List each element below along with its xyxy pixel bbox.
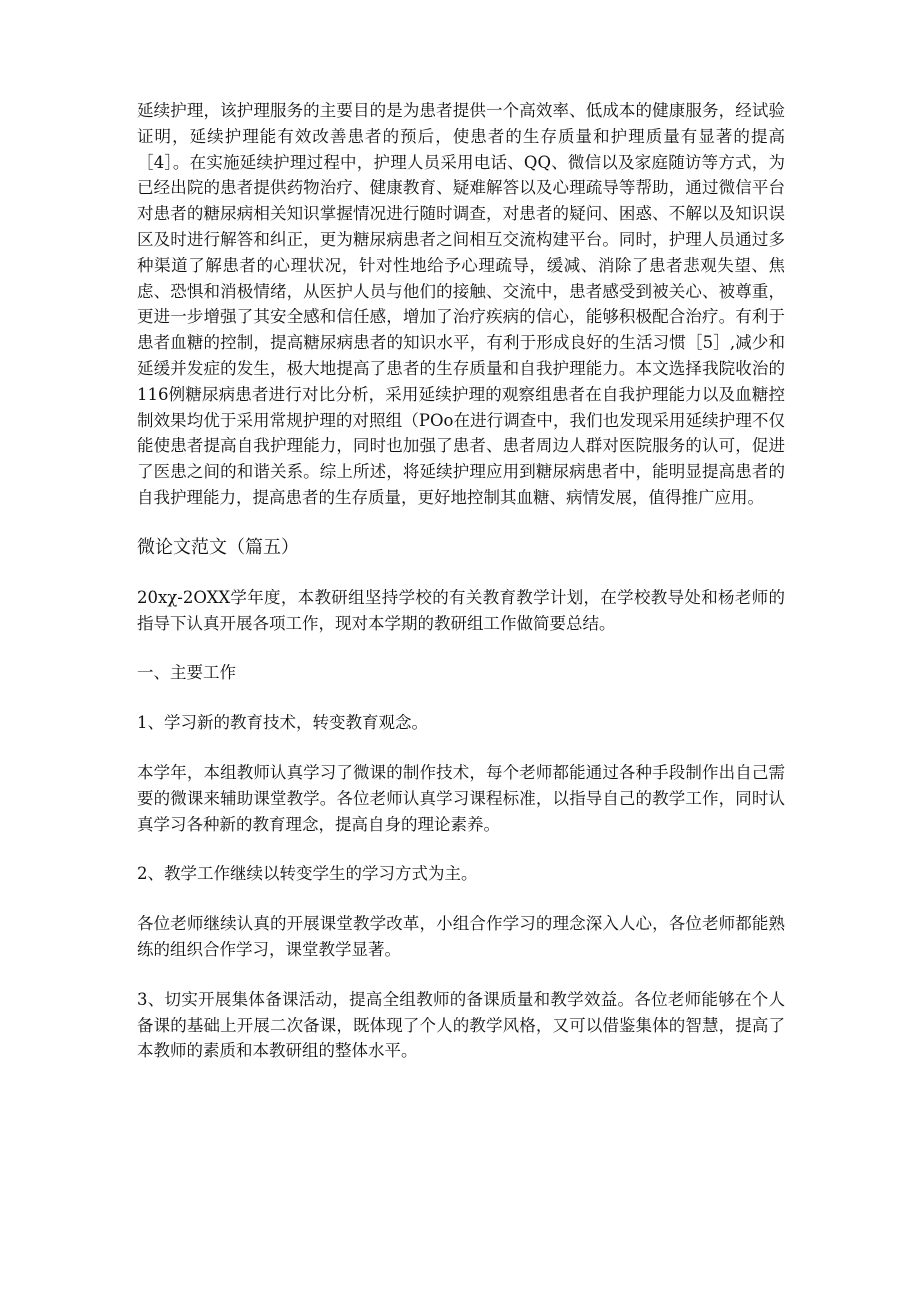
item3-paragraph: 3、切实开展集体备课活动，提高全组教师的备课质量和教学效益。各位老师能够在个人备课的基础上开展二次备课，既体现了个人的教学风格，又可以借鉴集体的智慧，提高了本教师的素质和本教研组的整体水平。 — [137, 989, 785, 1061]
section-title: 微论文范文（篇五） — [137, 536, 299, 558]
document-page — [137, 98, 785, 1064]
intro-paragraph: 延续护理，该护理服务的主要目的是为患者提供一个高效率、低成本的健康服务，经试验证明，延续护理能有效改善患者的预后，使患者的生存质量和护理质量有显著的提高［4］。在实施延续护理过程中，护理人员采用电话、QQ、微信以及家庭随访等方式，为已经出院的患者提供药物治疗、健康教育、疑难解答以及心理疏导等帮助，通过微信平台对患者的糖尿病相关知识掌握情况进行随时调查，对患者的疑问、困惑、不解以及知识误区及时进行解答和纠正，更为糖尿病患者之间相互交流构建平台。同时，护理人员通过多种渠道了解患者的心理状况，针对性地给予心理疏导，缓减、消除了患者悲观失望、焦虑、恐惧和消极情绪，从医护人员与他们的接触、交流中，患者感受到被关心、被尊重，更进一步增强了其安全感和信任感，增加了治疗疾病的信心，能够积极配合治疗。有利于患者血糖的控制，提高糖尿病患者的知识水平，有利于形成良好的生活习惯［5］,减少和延缓并发症的发生，极大地提高了患者的生存质量和自我护理能力。本文选择我院收治的116例糖尿病患者进行对比分析，采用延续护理的观察组患者在自我护理能力以及血糖控制效果均优于采用常规护理的对照组（POo在进行调查中，我们也发现采用延续护理不仅能使患者提高自我护理能力，同时也加强了患者、患者周边人群对医院服务的认可，促进了医患之间的和谐关系。综上所述，将延续护理应用到糖尿病患者中，能明显提高患者的自我护理能力，提高患者的生存质量，更好地控制其血糖、病情发展，值得推广应用。 — [137, 101, 785, 507]
item2-title: 2、教学工作继续以转变学生的学习方式为主。 — [137, 864, 478, 884]
item1-body: 本学年，本组教师认真学习了微课的制作技术，每个老师都能通过各种手段制作出自己需要的微课来辅助课堂教学。各位老师认真学习课程标准，以指导自己的教学工作，同时认真学习各种新的教育理念，提高自身的理论素养。 — [137, 762, 785, 834]
item2-body: 各位老师继续认真的开展课堂教学改革，小组合作学习的理念深入人心，各位老师都能熟练的组织合作学习，课堂教学显著。 — [137, 914, 785, 959]
section-intro-paragraph: 20xχ-2OXX学年度，本教研组坚持学校的有关教育教学计划，在学校教导处和杨老师的指导下认真开展各项工作，现对本学期的教研组工作做简要总结。 — [137, 587, 785, 633]
subheading-main-work: 一、主要工作 — [137, 663, 236, 683]
item1-title: 1、学习新的教育技术，转变教育观念。 — [137, 713, 428, 733]
